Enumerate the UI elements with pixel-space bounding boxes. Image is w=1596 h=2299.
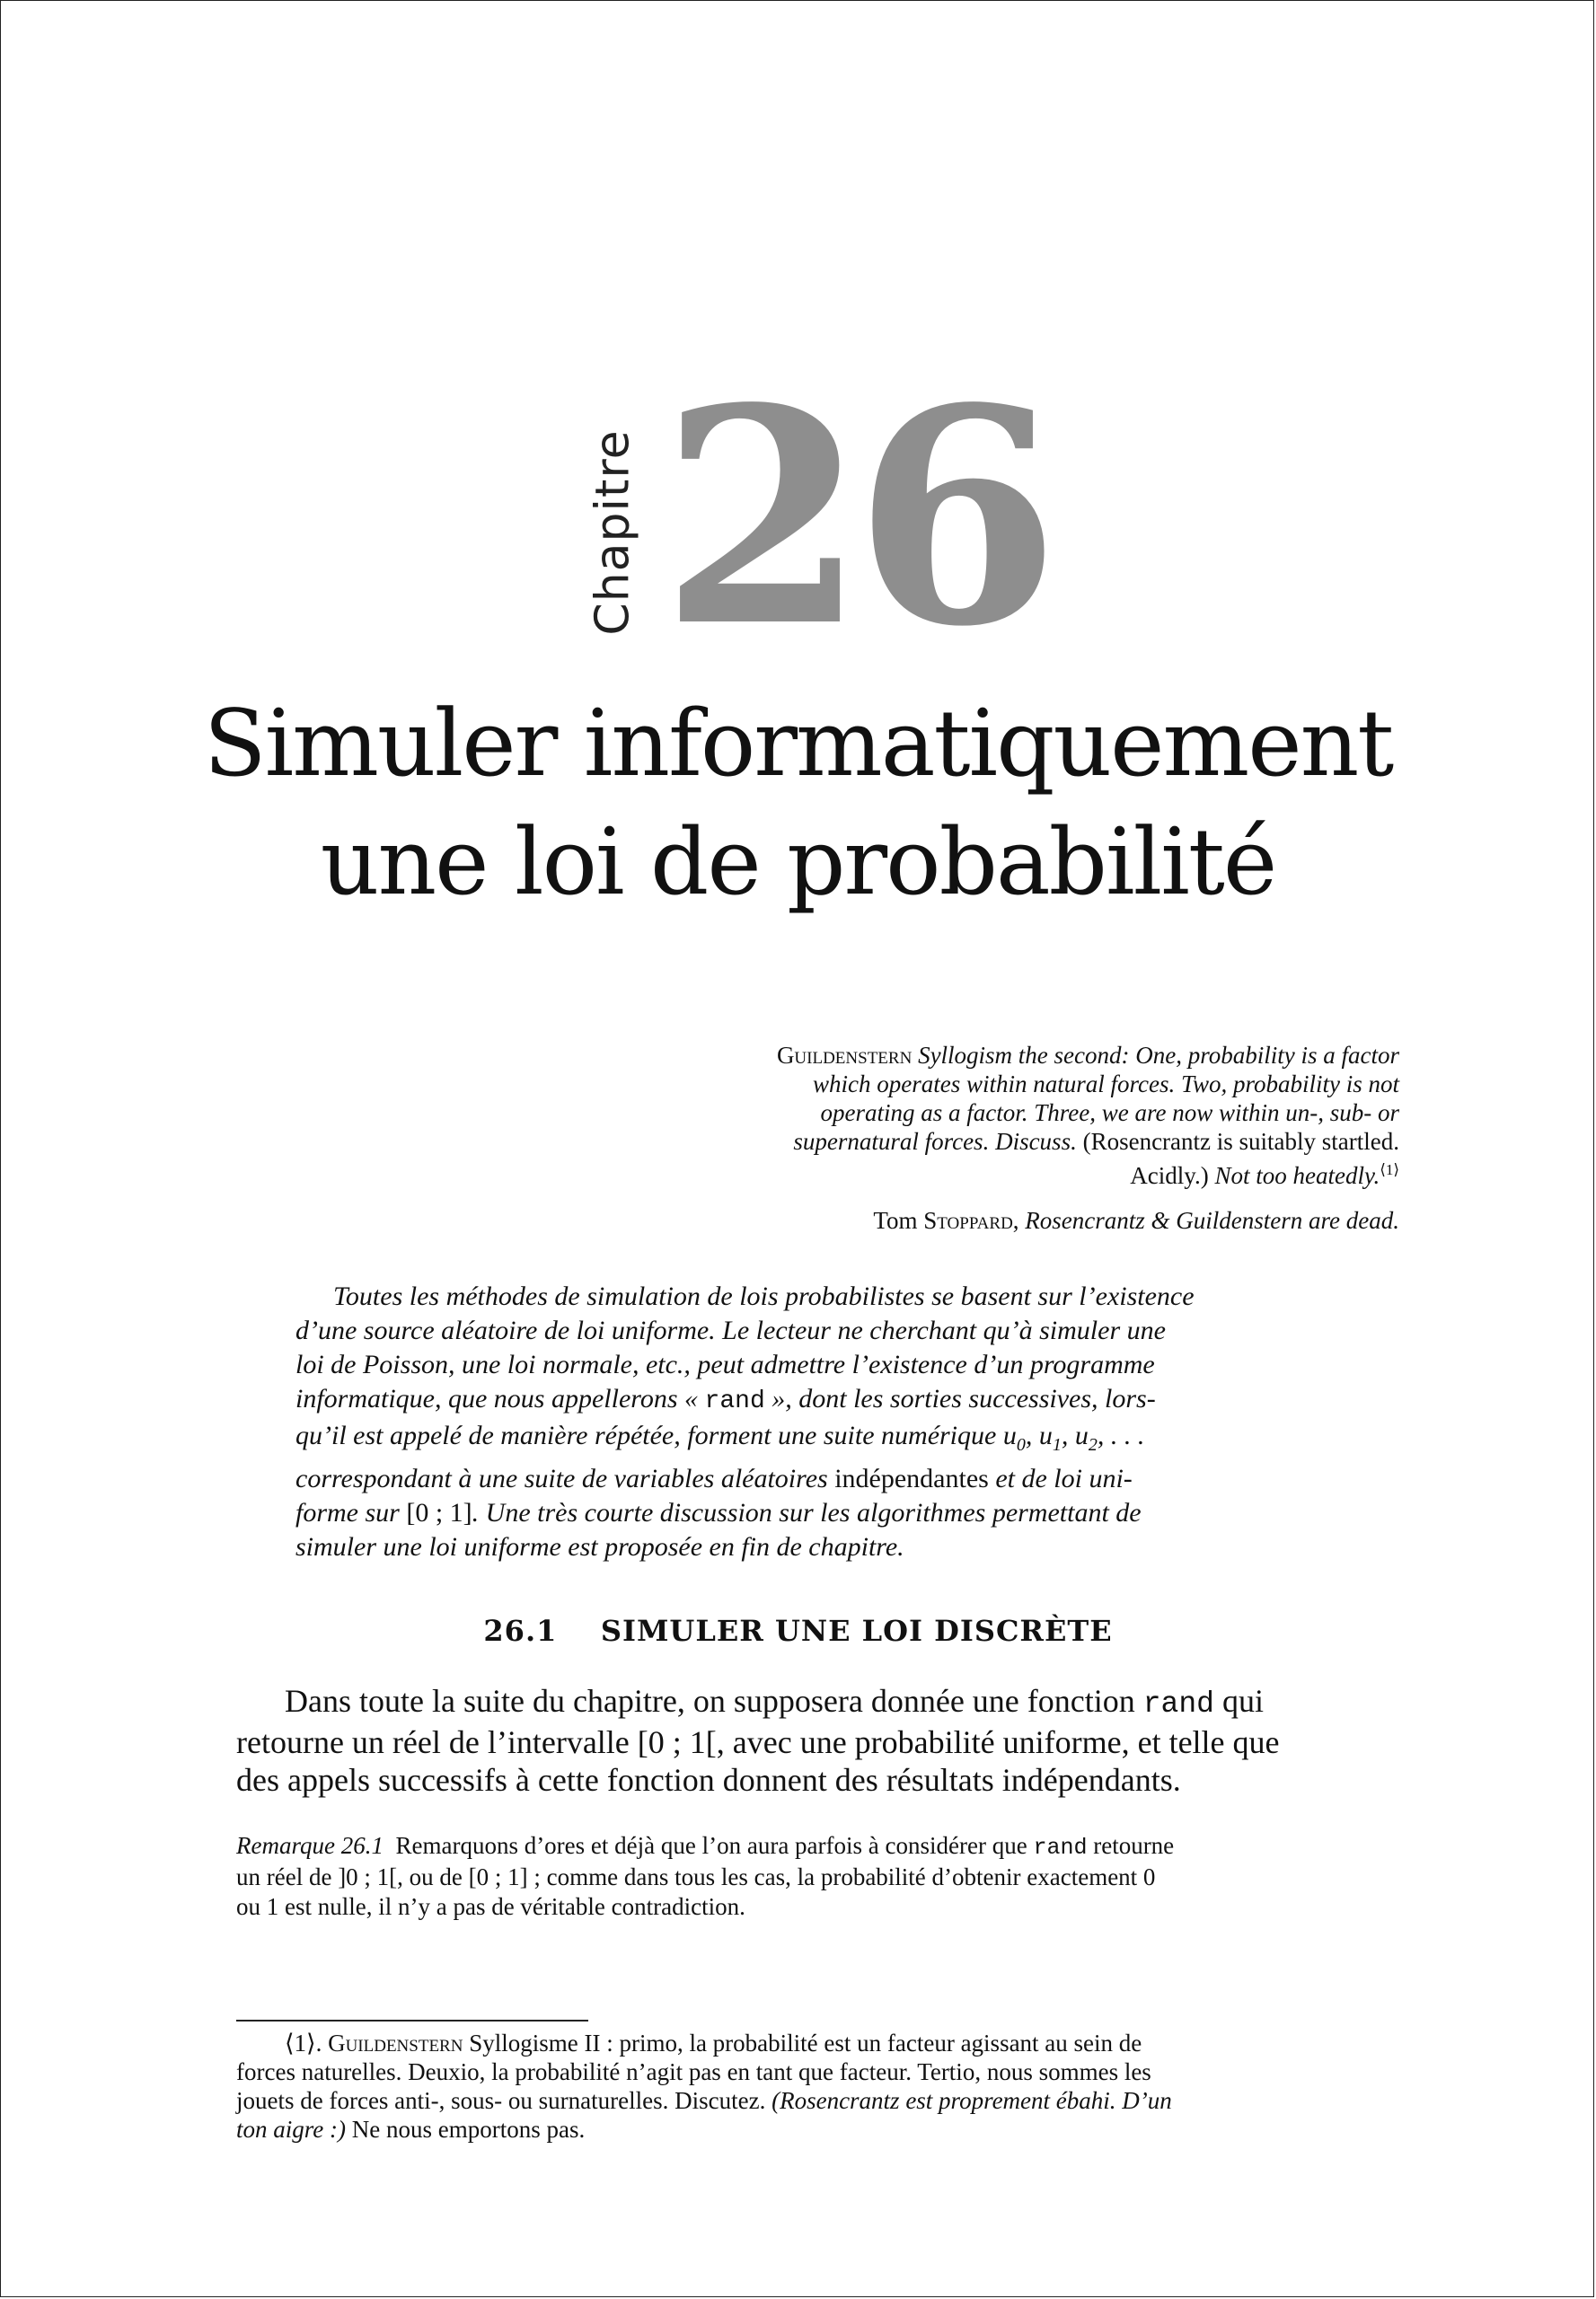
footnote-rule — [236, 2020, 588, 2022]
epigraph-quote: Guildenstern Syllogism the second: One, probability is a factor which operates within natural forces. Two, probability is not operating as a factor. Three, we are now within un-, sub- or supernatural forces. Discuss. (Rosencrantz is suitably startled. Acidly.) Not too heatedly.$^{⟨1⟩}$ — [776, 1042, 1399, 1189]
epigraph-attribution: Tom Stoppard, Rosencrantz & Guildenstern are dead. — [873, 1207, 1399, 1234]
epigraph-speaker: Guildenstern — [776, 1042, 913, 1069]
epigraph — [594, 1041, 1399, 1235]
epigraph-work: Rosencrantz & Guildenstern are dead. — [1025, 1207, 1399, 1234]
section-heading: 26.1 SIMULER UNE LOI DISCRÈTE — [483, 1614, 1113, 1648]
chapter-label: Chapitre — [586, 429, 641, 636]
body-paragraph: Dans toute la suite du chapitre, on supposera donnée une fonction rand qui retourne un réel de l’intervalle [0 ; 1[, avec une probabilité uniforme, et telle que des appels successifs à cette fonction donnent des résultats indépendants. — [236, 1683, 1280, 1798]
intro-paragraph: Toutes les méthodes de simulation de lois probabilistes se basent sur l’existence d’une source aléatoire de loi uniforme. Le lecteur ne cherchant qu’à simuler une loi de Poisson, une loi normale, etc., peut admettre l’existence d’un programme informatique, que nous appellerons « rand », dont les sorties successives, lors- qu’il est appelé de manière répétée, forment une suite numérique $u_0$, $u_1$, $u_2$, . . . correspondant à une suite de variables aléatoires indépendantes et de loi uni- forme sur [0 ; 1]. Une très courte discussion sur les algorithmes permettant de simuler une loi uniforme est proposée en fin de chapitre. — [295, 1282, 1195, 1562]
code-rand: rand — [1142, 1687, 1214, 1721]
code-rand: rand — [1033, 1835, 1088, 1861]
remark-label: Remarque 26.1 — [236, 1832, 384, 1859]
code-rand: rand — [704, 1387, 765, 1415]
footnote: ⟨1⟩. Guildenstern Syllogisme II : primo, la probabilité est un facteur agissant au sein de forces naturelles. Deuxio, la probabilité n’agit pas en tant que facteur. Tertio, nous sommes les jouets de forces anti-, sous- ou surnaturelles. Discutez. (Rosencrantz est proprement ébahi. D’un ton aigre :) Ne nous emportons pas. — [236, 2030, 1172, 2143]
chapter-title-line: Simuler informatiquement — [203, 691, 1393, 797]
chapter-title — [1, 685, 1595, 922]
remark-26-1: Remarque 26.1 Remarquons d’ores et déjà que l’on aura parfois à considérer que rand retourne un réel de ]0 ; 1[, ou de [0 ; 1] ; comme dans tous les cas, la probabilité d’obtenir exactement 0 ou 1 est nulle, il n’y a pas de véritable contradiction. — [236, 1832, 1175, 1920]
footnote-reference[interactable]: ⟨1⟩ — [1380, 1161, 1399, 1178]
chapter-title-line: une loi de probabilité — [320, 809, 1276, 916]
chapter-number: 26 — [660, 343, 1048, 691]
footnote-mark: ⟨1⟩. — [285, 2030, 329, 2057]
